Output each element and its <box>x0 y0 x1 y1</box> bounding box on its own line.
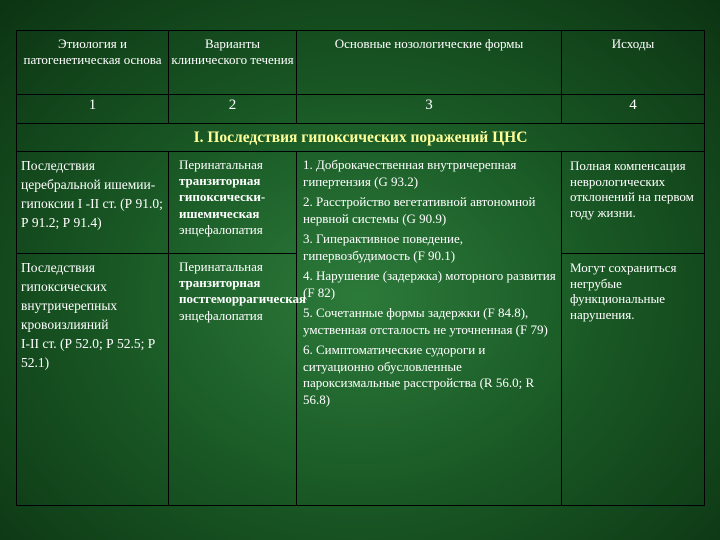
header-row <box>17 31 705 95</box>
col-number-1: 1 <box>17 95 169 124</box>
form-item: 5. Сочетанные формы задержки (F 84.8), умственная отсталость не уточненная (F 79) <box>303 305 548 337</box>
col-number-2: 2 <box>169 95 297 124</box>
nosology-table <box>16 30 705 506</box>
header-etiology: Этиология и патогенетическая основа <box>17 31 169 95</box>
form-item: 1. Доброкачественная внутричерепная гипертензия (G 93.2) <box>303 157 517 189</box>
header-outcomes: Исходы <box>562 31 705 95</box>
header-variants: Варианты клинического течения <box>169 31 297 95</box>
variant-cell <box>169 152 297 254</box>
etiology-cell <box>17 254 169 506</box>
variant-label: Перинатальная <box>179 259 263 274</box>
number-row <box>17 95 705 124</box>
etiology-codes: I-II ст. (Р 52.0; Р 52.5; Р 52.1) <box>21 336 156 370</box>
variant-bold-label: транзиторная гипоксически-ишемическая <box>179 173 266 221</box>
variant-cell <box>169 254 307 506</box>
variant-tail-label: энцефалопатия <box>179 307 263 323</box>
etiology-cell: Последствия церебральной ишемии-гипоксии I -II ст. (Р 91.0; Р 91.2; Р 91.4) <box>17 152 169 254</box>
variant-bold-label: транзиторная постгеморрагическая <box>179 275 307 307</box>
table-row <box>17 152 705 254</box>
outcome-cell: Могут сохраниться негрубые функциональные нарушения. <box>562 254 705 506</box>
forms-cell <box>297 152 562 506</box>
outcome-cell: Полная компенсация неврологических отклонений на первом году жизни. <box>562 152 705 254</box>
form-item: 6. Симптоматические судороги и ситуационно обусловленные пароксизмальные расстройства (R 56.0; R 56.8) <box>303 342 535 407</box>
variant-label: Перинатальная <box>179 157 263 172</box>
section-row <box>17 124 705 152</box>
etiology-text: Последствия гипоксических внутричерепных кровоизлияний <box>21 260 118 332</box>
form-item: 4. Нарушение (задержка) моторного развития (F 82) <box>303 268 556 300</box>
form-item: 3. Гиперактивное поведение, гипервозбудимость (F 90.1) <box>303 231 463 263</box>
col-number-4: 4 <box>562 95 705 124</box>
form-item: 2. Расстройство вегетативной автономной нервной системы (G 90.9) <box>303 194 536 226</box>
col-number-3: 3 <box>297 95 562 124</box>
variant-tail-label: энцефалопатия <box>179 221 263 237</box>
header-forms: Основные нозологические формы <box>297 31 562 95</box>
section-title: I. Последствия гипоксических поражений ЦНС <box>17 124 705 152</box>
